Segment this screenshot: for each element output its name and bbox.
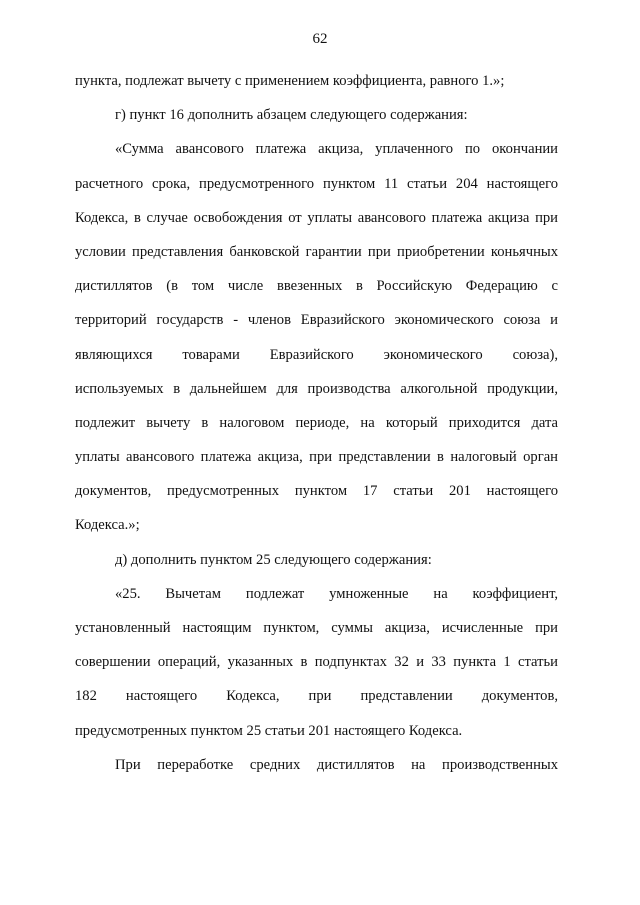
text-line: подлежит вычету в налоговом периоде, на который приходится дата [75,414,558,431]
document-body [75,70,558,788]
text-line: дистиллятов (в том числе ввезенных в Российскую Федерацию с [75,278,558,295]
text-line: 182 настоящего Кодекса, при представлении документов, [75,688,558,705]
text-line: Кодекса, в случае освобождения от уплаты авансового платежа акциза при [75,209,558,226]
text-line: являющихся товарами Евразийского экономического союза), [75,346,558,363]
text-line: используемых в дальнейшем для производства алкогольной продукции, [75,380,558,397]
text-line: Кодекса.»; [75,517,140,534]
text-line: расчетного срока, предусмотренного пунктом 11 статьи 204 настоящего [75,175,558,192]
text-line: уплаты авансового платежа акциза, при представлении в налоговый орган [75,449,558,466]
text-line: совершении операций, указанных в подпунктах 32 и 33 пункта 1 статьи [75,654,558,671]
text-line: г) пункт 16 дополнить абзацем следующего содержания: [115,107,468,124]
text-line: «Сумма авансового платежа акциза, уплаченного по окончании [115,141,558,158]
text-line: территорий государств - членов Евразийского экономического союза и [75,312,558,329]
text-line: условии представления банковской гарантии при приобретении коньячных [75,243,558,260]
page-number: 62 [312,31,328,47]
text-line: предусмотренных пунктом 25 статьи 201 настоящего Кодекса. [75,722,463,739]
text-line: «25. Вычетам подлежат умноженные на коэффициент, [115,585,558,602]
text-line: При переработке средних дистиллятов на производственных [115,756,558,773]
text-line: документов, предусмотренных пунктом 17 статьи 201 настоящего [75,483,558,500]
text-line: д) дополнить пунктом 25 следующего содержания: [115,551,432,568]
text-line: установленный настоящим пунктом, суммы акциза, исчисленные при [75,620,558,636]
text-line: пункта, подлежат вычету с применением коэффициента, равного 1.»; [75,73,505,89]
